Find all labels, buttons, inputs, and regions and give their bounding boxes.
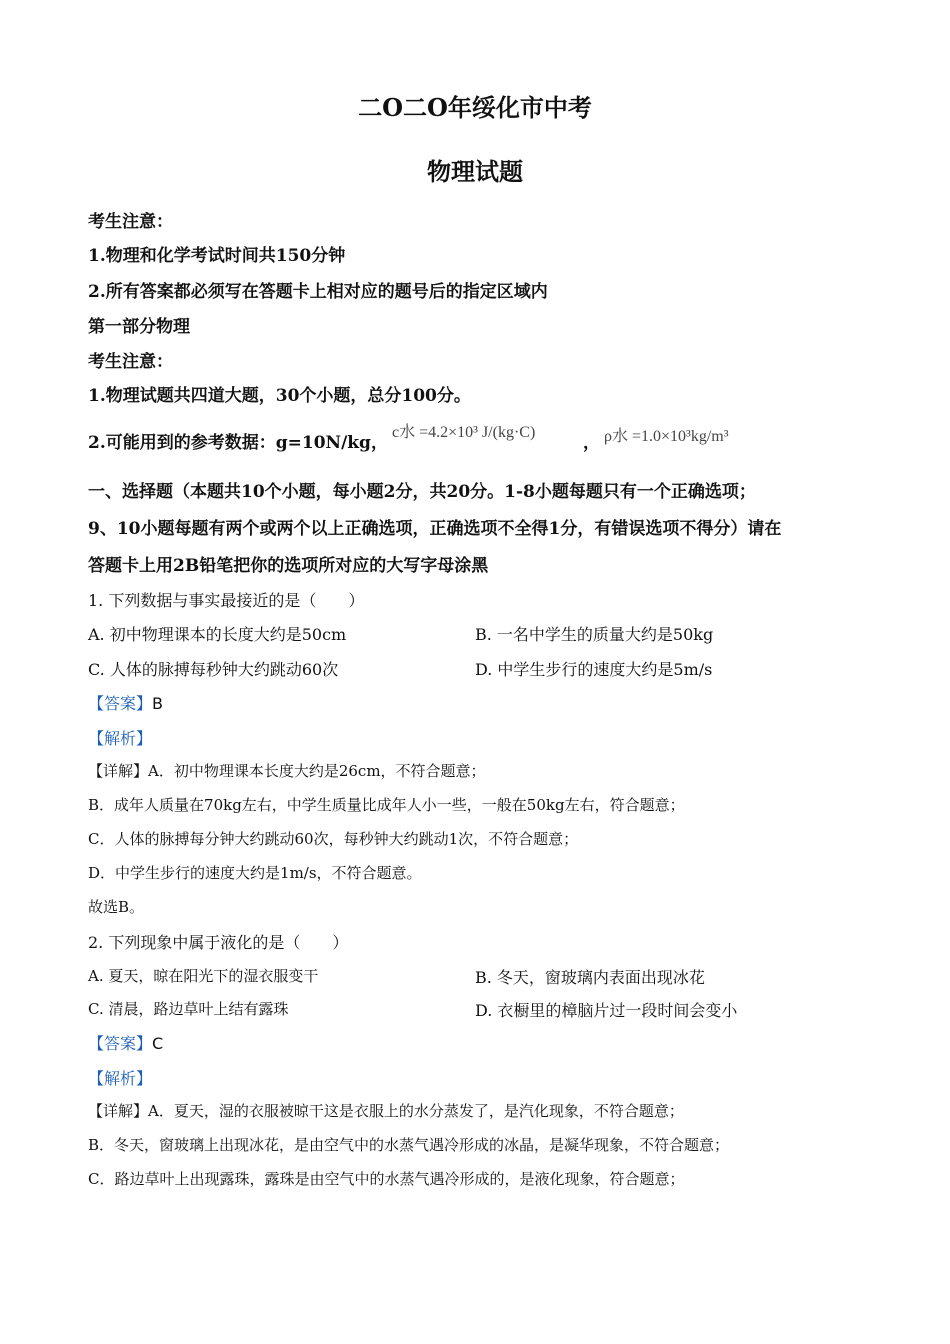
- notice-heading: 考生注意：: [88, 212, 173, 232]
- detail-line: C．人体的脉搏每分钟大约跳动60次，每秒钟大约跳动1次，不符合题意；: [88, 830, 579, 848]
- question-stem: 2. 下列现象中属于液化的是（ ）: [88, 933, 349, 952]
- formula-specific-heat: [392, 419, 535, 442]
- answer-line: [88, 691, 163, 714]
- detail-line: D．中学生步行的速度大约是1m/s，不符合题意。: [88, 864, 422, 882]
- page-title: 二O二O年绥化市中考: [358, 93, 592, 122]
- answer-line: [88, 1031, 163, 1054]
- detail-text: A．初中物理课本长度大约是26cm，不符合题意；: [148, 762, 486, 780]
- detail-line: B．成年人质量在70kg左右，中学生质量比成年人小一些，一般在50kg左右，符合题意；: [88, 796, 685, 814]
- detail-line: B．冬天，窗玻璃上出现冰花，是由空气中的水蒸气遇冷形成的冰晶，是凝华现象，不符合题意；: [88, 1136, 730, 1154]
- analysis-tag: 【解析】: [88, 729, 153, 748]
- option-b: B. 一名中学生的质量大约是50kg: [475, 625, 714, 644]
- formula-density-text: ρ水 =1.0×10³kg/m³: [604, 428, 729, 445]
- page-subtitle: 物理试题: [427, 157, 523, 186]
- conclusion: 故选B。: [88, 898, 145, 916]
- answer-value: C: [152, 1034, 164, 1053]
- answer-tag: 【答案】: [88, 694, 153, 713]
- option-d: D. 衣橱里的樟脑片过一段时间会变小: [475, 1001, 738, 1020]
- section-heading: 一、选择题（本题共10个小题，每小题2分，共20分。1-8小题每题只有一个正确选项；: [88, 482, 756, 502]
- analysis-tag: 【解析】: [88, 1069, 153, 1088]
- section-heading: 9、10小题每题有两个或两个以上正确选项，正确选项不全得1分，有错误选项不得分）请在: [88, 519, 782, 539]
- notice-item: 1.物理和化学考试时间共150分钟: [88, 246, 346, 266]
- detail-tag: 【详解】: [88, 1102, 149, 1120]
- notice-item: 1.物理试题共四道大题，30个小题，总分100分。: [88, 386, 471, 406]
- part-heading: 第一部分物理: [88, 317, 190, 337]
- option-a: A. 初中物理课本的长度大约是50cm: [88, 625, 347, 644]
- formula-density: [604, 423, 729, 446]
- answer-value: B: [152, 694, 163, 713]
- notice-heading: 考生注意：: [88, 352, 173, 372]
- answer-tag: 【答案】: [88, 1034, 153, 1053]
- detail-line: C．路边草叶上出现露珠，露珠是由空气中的水蒸气遇冷形成的，是液化现象，符合题意；: [88, 1170, 685, 1188]
- detail-tag: 【详解】: [88, 762, 149, 780]
- detail-text: A．夏天，湿的衣服被晾干这是衣服上的水分蒸发了，是汽化现象，不符合题意；: [148, 1102, 684, 1120]
- option-a: A. 夏天，晾在阳光下的湿衣服变干: [88, 967, 319, 985]
- option-d: D. 中学生步行的速度大约是5m/s: [475, 660, 713, 679]
- notice-item: 2.所有答案都必须写在答题卡上相对应的题号后的指定区域内: [88, 282, 548, 302]
- option-b: B. 冬天，窗玻璃内表面出现冰花: [475, 968, 705, 987]
- detail-line: [88, 1100, 684, 1121]
- formula-specific-heat-text: c水 =4.2×10³ J/(kg·C): [392, 424, 536, 441]
- question-stem: 1. 下列数据与事实最接近的是（ ）: [88, 591, 365, 610]
- notice-item: 2.可能用到的参考数据：g=10N/kg，: [88, 433, 388, 453]
- section-heading: 答题卡上用2B铅笔把你的选项所对应的大写字母涂黑: [88, 556, 489, 576]
- formula-separator: ，: [583, 433, 600, 453]
- option-c: C. 人体的脉搏每秒钟大约跳动60次: [88, 660, 339, 679]
- detail-line: [88, 760, 486, 781]
- option-c: C. 清晨，路边草叶上结有露珠: [88, 1000, 289, 1018]
